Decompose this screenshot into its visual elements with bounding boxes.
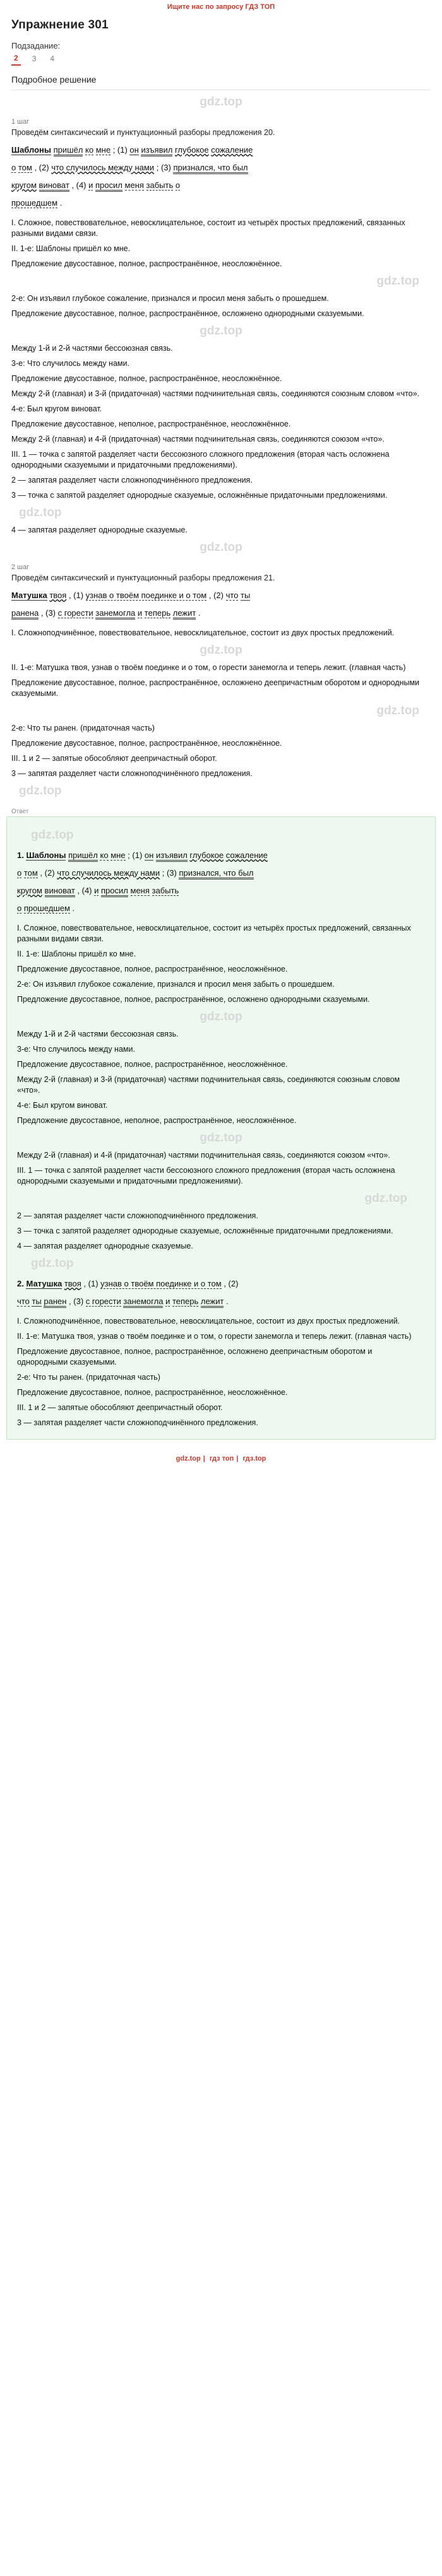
- answer2-paragraph-6: III. 1 и 2 — запятые обособляют деепричастный оборот.: [17, 1403, 223, 1412]
- subsection-tabs: [11, 53, 442, 66]
- footer-link-right[interactable]: гдз.top: [242, 1455, 266, 1462]
- sentence-scheme-1: Шаблоны пришёл ко мне ; (1) он изъявил глубокое сожаление о том , (2) что случилось между нами ; (3) признался, что был кругом виноват , (4) и просил меня забыть о прошедшем .: [11, 145, 253, 208]
- answer1-paragraph-2: II. 1-е: Шаблоны пришёл ко мне.: [17, 950, 136, 958]
- answer1-paragraph-11: Предложение двусоставное, неполное, распространённое, неосложнённое.: [17, 1116, 297, 1125]
- step1-paragraph-5: Предложение двусоставное, полное, распространённое, осложнено однородными сказуемыми.: [11, 309, 364, 318]
- step-label-2: 2 шаг: [11, 563, 30, 571]
- answer1-paragraph-13: III. 1 — точка с запятой разделяет части бессоюзного сложного предложения (вторая часть осложнена однородными сказуемыми и придаточными предложениями).: [17, 1166, 395, 1185]
- answer-block: [6, 816, 436, 1440]
- step-intro-2: Проведём синтаксический и пунктуационный разборы предложения 21.: [11, 573, 275, 582]
- watermark: gdz.top: [200, 324, 242, 338]
- step1-paragraph-13: III. 1 — точка с запятой разделяет части бессоюзного сложного предложения (вторая часть осложнена однородными сказуемыми и придаточными предложениями).: [11, 450, 390, 469]
- step1-paragraph-6: Между 1-й и 2-й частями бессоюзная связь.: [11, 344, 173, 353]
- footer-link-mid[interactable]: гдз топ: [209, 1455, 234, 1462]
- watermark: gdz.top: [376, 704, 419, 717]
- tab-subtask-2[interactable]: 2: [11, 53, 21, 66]
- watermark: gdz.top: [364, 1192, 407, 1205]
- step2-paragraph-1: I. Сложноподчинённое, повествовательное, невосклицательное, состоит из двух простых предложений.: [11, 628, 395, 637]
- step1-paragraph-9: Между 2-й (главная) и 3-й (придаточная) частями подчинительная связь, соединяются союзным словом «что».: [11, 389, 420, 398]
- answer-scheme-2: 2. Матушка твоя , (1) узнав о твоём поединке и о том , (2) что ты ранен , (3) с горести занемогла и теперь лежит .: [17, 1276, 425, 1310]
- answer1-paragraph-7: 3-е: Что случилось между нами.: [17, 1045, 135, 1054]
- step1-paragraph-7: 3-е: Что случилось между нами.: [11, 359, 129, 368]
- tab-subtask-3[interactable]: 3: [32, 54, 37, 63]
- answer1-paragraph-10: 4-е: Был кругом виноват.: [17, 1101, 108, 1110]
- answer-scheme-1: 1. Шаблоны пришёл ко мне ; (1) он изъявил глубокое сожаление о том , (2) что случилось между нами ; (3) признался, что был кругом виноват , (4) и просил меня забыть о прошедшем .: [17, 850, 268, 913]
- sentence-scheme-2: Матушка твоя , (1) узнав о твоём поединке и о том , (2) что ты ранена , (3) с горести занемогла и теперь лежит .: [11, 587, 431, 621]
- step2-paragraph-3: Предложение двусоставное, полное, распространённое, осложнено деепричастным оборотом и однородными сказуемыми.: [11, 678, 420, 698]
- watermark: gdz.top: [19, 784, 62, 797]
- answer1-paragraph-1: I. Сложное, повествовательное, невосклицательное, состоит из четырёх простых предложений, связанных разными видами связи.: [17, 924, 411, 943]
- promo-text: Ищите нас по запросу ГДЗ ТОП: [167, 3, 275, 11]
- step1-paragraph-2: II. 1-е: Шаблоны пришёл ко мне.: [11, 244, 131, 253]
- answer1-paragraph-15: 3 — точка с запятой разделяет однородные сказуемые, осложнённые придаточными предложениями.: [17, 1226, 393, 1235]
- promo-banner: [0, 0, 442, 13]
- step2-paragraph-2: II. 1-е: Матушка твоя, узнав о твоём поединке и о том, о горести занемогла и теперь лежит. (главная часть): [11, 663, 406, 672]
- answer2-paragraph-7: 3 — запятая разделяет части сложноподчинённого предложения.: [17, 1418, 258, 1427]
- watermark: gdz.top: [200, 1131, 242, 1144]
- tab-subtask-4[interactable]: 4: [50, 54, 55, 63]
- step2-paragraph-5: Предложение двусоставное, полное, распространённое, неосложнённое.: [11, 739, 282, 748]
- answer2-paragraph-2: II. 1-е: Матушка твоя, узнав о твоём поединке и о том, о горести занемогла и теперь лежит. (главная часть): [17, 1332, 412, 1341]
- step1-paragraph-12: Между 2-й (главная) и 4-й (придаточная) частями подчинительная связь, соединяются союзом «что».: [11, 435, 385, 444]
- watermark: gdz.top: [200, 1010, 242, 1023]
- step1-paragraph-16: 4 — запятая разделяет однородные сказуемые.: [11, 526, 188, 534]
- watermark: gdz.top: [200, 95, 242, 109]
- answer1-paragraph-3: Предложение двусоставное, полное, распространённое, неосложнённое.: [17, 965, 288, 973]
- step2-paragraph-4: 2-е: Что ты ранен. (придаточная часть): [11, 724, 155, 732]
- answer1-paragraph-5: Предложение двусоставное, полное, распространённое, осложнено однородными сказуемыми.: [17, 995, 370, 1004]
- subsection-label: Подзадание:: [11, 41, 61, 50]
- step1-paragraph-10: 4-е: Был кругом виноват.: [11, 404, 102, 413]
- step1-paragraph-15: 3 — точка с запятой разделяет однородные сказуемые, осложнённые придаточными предложениями.: [11, 491, 388, 500]
- answer1-paragraph-6: Между 1-й и 2-й частями бессоюзная связь.: [17, 1030, 179, 1038]
- step2-paragraph-6: III. 1 и 2 — запятые обособляют деепричастный оборот.: [11, 754, 217, 763]
- page-title: Упражнение 301: [11, 18, 109, 32]
- step2-paragraph-7: 3 — запятая разделяет части сложноподчинённого предложения.: [11, 769, 253, 778]
- step1-paragraph-11: Предложение двусоставное, неполное, распространённое, неосложнённое.: [11, 420, 291, 428]
- watermark: gdz.top: [19, 506, 62, 519]
- step-intro-1: Проведём синтаксический и пунктуационный разборы предложения 20.: [11, 128, 275, 137]
- watermark: gdz.top: [31, 828, 74, 842]
- answer1-paragraph-14: 2 — запятая разделяет части сложноподчинённого предложения.: [17, 1211, 258, 1220]
- watermark: gdz.top: [200, 541, 242, 554]
- watermark: gdz.top: [31, 1257, 74, 1270]
- step1-paragraph-14: 2 — запятая разделяет части сложноподчинённого предложения.: [11, 476, 253, 485]
- answer1-paragraph-4: 2-е: Он изъявил глубокое сожаление, признался и просил меня забыть о прошедшем.: [17, 980, 335, 989]
- answer1-paragraph-12: Между 2-й (главная) и 4-й (придаточная) частями подчинительная связь, соединяются союзом «что».: [17, 1151, 390, 1160]
- footer-link-left[interactable]: gdz.top: [176, 1455, 201, 1462]
- answer2-paragraph-5: Предложение двусоставное, полное, распространённое, неосложнённое.: [17, 1388, 288, 1397]
- step1-paragraph-8: Предложение двусоставное, полное, распространённое, неосложнённое.: [11, 374, 282, 383]
- answer1-paragraph-8: Предложение двусоставное, полное, распространённое, неосложнённое.: [17, 1060, 288, 1069]
- answer1-paragraph-9: Между 2-й (главная) и 3-й (придаточная) частями подчинительная связь, соединяются союзным словом «что».: [17, 1075, 400, 1095]
- solution-heading: Подробное решение: [11, 74, 431, 90]
- answer-badge: Ответ: [11, 808, 29, 815]
- watermark: gdz.top: [376, 274, 419, 288]
- watermark: gdz.top: [200, 644, 242, 657]
- answer1-paragraph-16: 4 — запятая разделяет однородные сказуемые.: [17, 1242, 193, 1250]
- answer2-paragraph-4: 2-е: Что ты ранен. (придаточная часть): [17, 1373, 160, 1382]
- step1-paragraph-4: 2-е: Он изъявил глубокое сожаление, признался и просил меня забыть о прошедшем.: [11, 294, 329, 303]
- footer-links: gdz.top | гдз топ | гдз.top: [176, 1455, 266, 1462]
- step1-paragraph-3: Предложение двусоставное, полное, распространённое, неосложнённое.: [11, 259, 282, 268]
- step-label-1: 1 шаг: [11, 118, 30, 126]
- answer2-paragraph-1: I. Сложноподчинённое, повествовательное, невосклицательное, состоит из двух простых предложений.: [17, 1317, 400, 1326]
- step1-paragraph-1: I. Сложное, повествовательное, невосклицательное, состоит из четырёх простых предложений, связанных разными видами связи.: [11, 218, 405, 238]
- answer2-paragraph-3: Предложение двусоставное, полное, распространённое, осложнено деепричастным оборотом и однородными сказуемыми.: [17, 1347, 373, 1367]
